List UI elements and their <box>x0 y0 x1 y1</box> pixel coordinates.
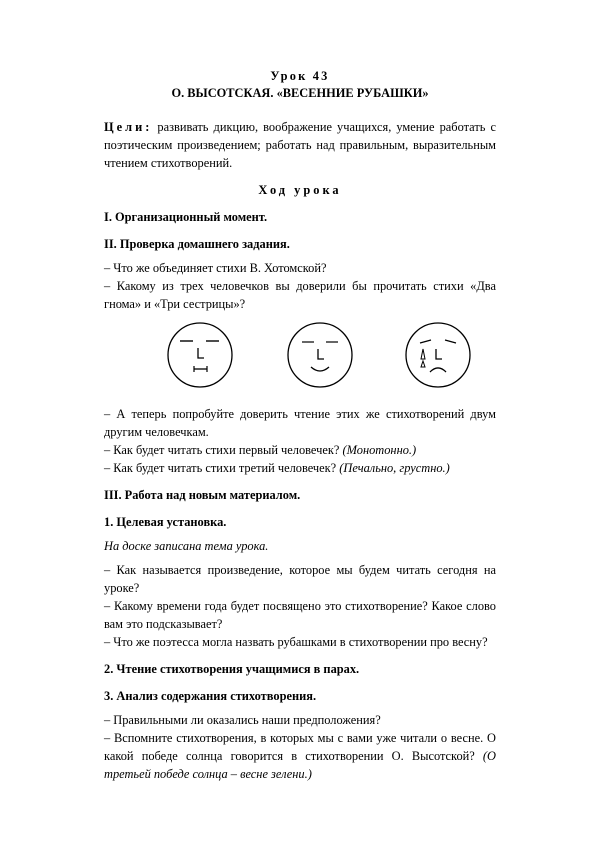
board-note-text: На доске записана тема урока. <box>104 539 269 553</box>
question-9: – Правильными ли оказались наши предположения? <box>104 713 381 727</box>
question-3: – А теперь попробуйте доверить чтение этих же стихотворений двум другим человечкам. <box>104 407 496 439</box>
question-8: – Что же поэтесса могла назвать рубашками в стихотворении про весну? <box>104 635 488 649</box>
subsection-2-heading: 2. Чтение стихотворения учащимися в парах. <box>104 662 360 676</box>
question-5-answer: (Печально, грустно.) <box>339 461 450 475</box>
question-5-text: – Как будет читать стихи третий человечек? <box>104 461 340 475</box>
neutral-face-icon <box>164 319 236 391</box>
question-7: – Какому времени года будет посвящено это стихотворение? Какое слово вам это подсказывает? <box>104 599 496 631</box>
section-3-heading: III. Работа над новым материалом. <box>104 488 301 502</box>
document-page <box>104 68 496 783</box>
goals-text: развивать дикцию, воображение учащихся, умение работать с поэтическим произведением; работать над правильным, выразительным чтением стихотворений. <box>104 120 496 170</box>
board-note <box>104 537 496 555</box>
question-10-text: – Вспомните стихотворения, в которых мы с вами уже читали о весне. О какой победе солнца говорится в стихотворении О. Высотской? <box>104 731 496 763</box>
lesson-number: Урок 43 <box>270 69 330 83</box>
goals-paragraph <box>104 118 496 172</box>
question-5 <box>104 459 496 477</box>
section-1-heading: I. Организационный момент. <box>104 210 268 224</box>
course-heading: Ход урока <box>258 183 342 197</box>
sad-face-icon <box>402 319 474 391</box>
question-2: – Какому из трех человечков вы доверили бы прочитать стихи «Два гнома» и «Три сестрицы»? <box>104 279 496 311</box>
smiling-face-icon <box>284 319 356 391</box>
goals-label: Цели: <box>104 120 153 134</box>
question-6: – Как называется произведение, которое мы будем читать сегодня на уроке? <box>104 563 496 595</box>
question-4-text: – Как будет читать стихи первый человечек? <box>104 443 343 457</box>
question-10 <box>104 729 496 783</box>
question-4 <box>104 441 496 459</box>
subsection-1-heading: 1. Целевая установка. <box>104 515 227 529</box>
subsection-3-heading: 3. Анализ содержания стихотворения. <box>104 689 317 703</box>
lesson-title: О. ВЫСОТСКАЯ. «ВЕСЕННИЕ РУБАШКИ» <box>171 86 429 100</box>
section-2-heading: II. Проверка домашнего задания. <box>104 237 290 251</box>
question-1: – Что же объединяет стихи В. Хотомской? <box>104 261 327 275</box>
question-10-answer: (О третьей победе солнца – весне зелени.) <box>104 749 496 781</box>
question-4-answer: (Монотонно.) <box>342 443 417 457</box>
faces-row <box>104 319 496 405</box>
